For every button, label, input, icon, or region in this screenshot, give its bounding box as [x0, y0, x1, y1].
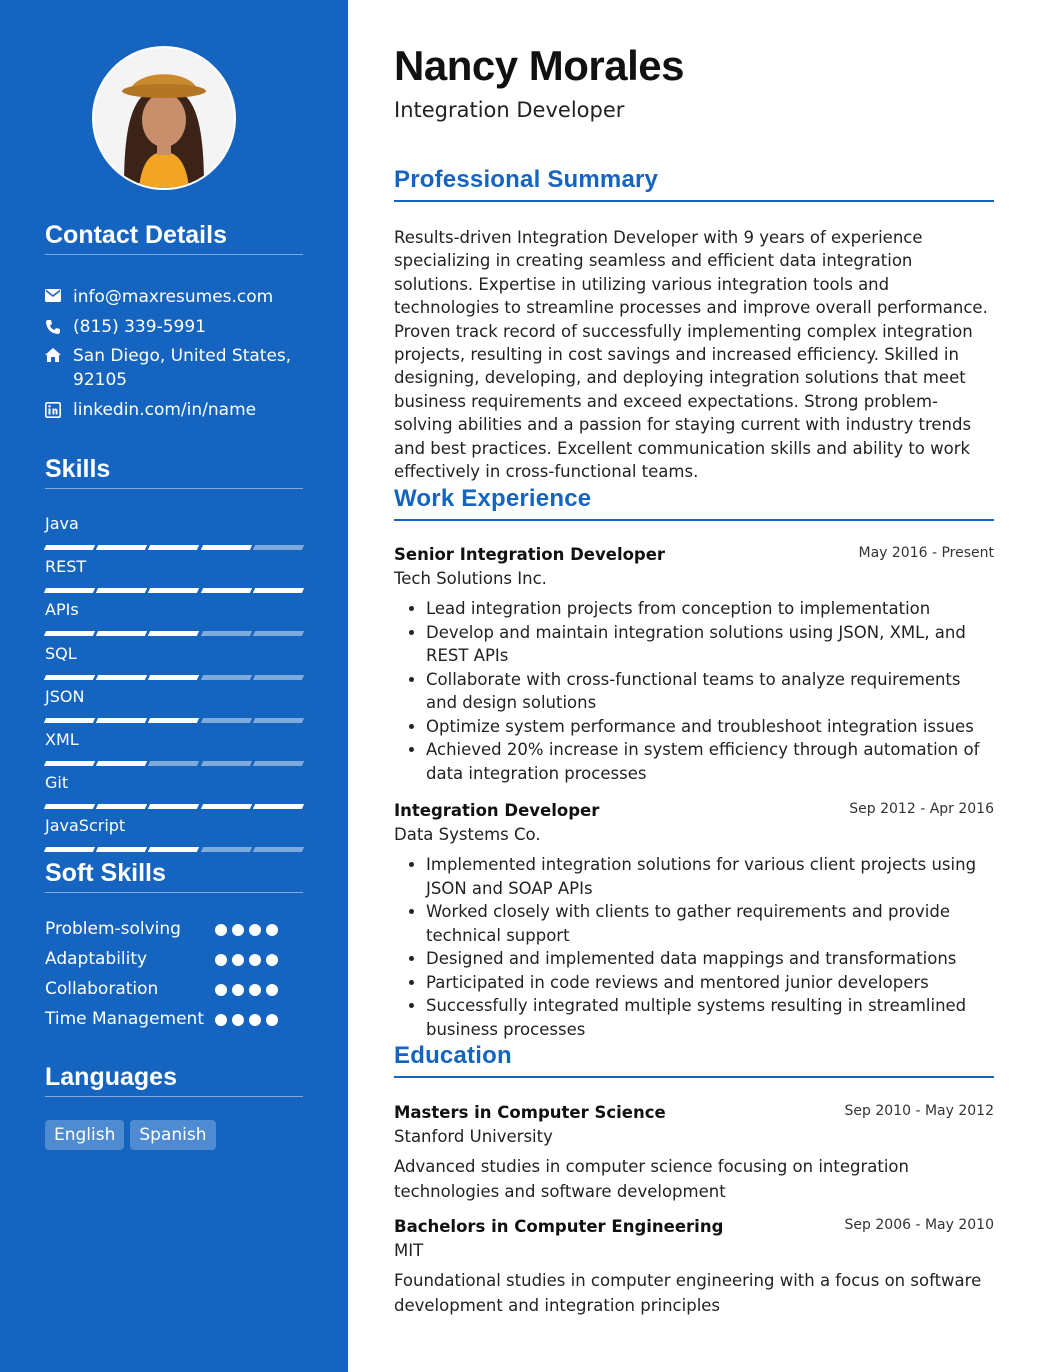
skill-name: Java	[45, 514, 79, 533]
job-bullet: • Implemented integration solutions for various client projects using JSON and SOAP APIs	[426, 853, 994, 900]
skills-heading: Skills	[45, 454, 303, 489]
skill-level-segment	[200, 761, 252, 766]
job-entry	[394, 543, 994, 785]
job-bullet: • Optimize system performance and troubleshoot integration issues	[426, 715, 994, 739]
job-bullet: • Develop and maintain integration solutions using JSON, XML, and REST APIs	[426, 621, 994, 668]
skill-name: JavaScript	[45, 816, 126, 836]
skill-item	[45, 600, 303, 620]
contact-location-text: San Diego, United States, 92105	[73, 346, 292, 390]
soft-skill-rating	[215, 984, 278, 996]
job-date: May 2016 - Present	[858, 545, 994, 561]
skill-level-segment	[44, 761, 96, 766]
job-bullet: • Participated in code reviews and mentored junior developers	[426, 971, 994, 995]
education-entry	[394, 1215, 994, 1318]
sidebar	[0, 0, 348, 1372]
job-bullet: • Lead integration projects from conception to implementation	[426, 597, 994, 621]
soft-skill-rating	[215, 954, 278, 966]
skill-name: SQL	[45, 643, 77, 663]
skill-level-segment	[253, 718, 305, 723]
skill-level-bar	[45, 761, 303, 766]
soft-skill-rating	[215, 1014, 278, 1026]
language-tag: Spanish	[130, 1120, 215, 1150]
skill-level-segment	[148, 761, 200, 766]
job-bullets	[394, 597, 994, 785]
skill-level-bar	[45, 631, 303, 636]
skill-level-segment	[96, 847, 148, 852]
rating-dot	[215, 954, 227, 966]
job-bullet: • Successfully integrated multiple systems resulting in streamlined business processes	[426, 994, 994, 1041]
education-desc: Foundational studies in computer engineering with a focus on software development and integration principles	[394, 1271, 982, 1315]
skill-level-segment	[44, 675, 96, 680]
home-icon	[45, 344, 73, 392]
education-degree: Bachelors in Computer Engineering	[394, 1217, 724, 1236]
skill-item	[45, 816, 303, 836]
skill-level-segment	[253, 804, 305, 809]
soft-skill-name: Collaboration	[45, 979, 159, 999]
candidate-title: Integration Developer	[394, 98, 625, 122]
summary-heading: Professional Summary	[394, 166, 994, 202]
skill-level-segment	[148, 847, 200, 852]
job-date: Sep 2012 - Apr 2016	[849, 801, 994, 817]
contact-linkedin[interactable]	[45, 398, 303, 422]
skill-level-segment	[96, 718, 148, 723]
experience-heading: Work Experience	[394, 485, 994, 521]
job-bullet: • Designed and implemented data mappings and transformations	[426, 947, 994, 971]
skill-item	[45, 687, 303, 707]
skill-level-segment	[200, 588, 252, 593]
skill-item	[45, 730, 303, 750]
skill-level-segment	[253, 631, 305, 636]
skill-level-segment	[44, 804, 96, 809]
skill-name: Git	[45, 773, 69, 793]
contact-email-text: info@maxresumes.com	[73, 287, 274, 307]
skill-item	[45, 557, 303, 577]
job-org: Data Systems Co.	[394, 825, 541, 844]
education-school: Stanford University	[394, 1127, 553, 1146]
skill-name: XML	[45, 730, 79, 749]
language-tag: English	[45, 1120, 124, 1150]
skill-level-segment	[148, 675, 200, 680]
skill-level-bar	[45, 847, 303, 852]
envelope-icon	[45, 285, 73, 309]
rating-dot	[266, 1014, 278, 1026]
skill-level-bar	[45, 675, 303, 680]
skill-level-segment	[200, 545, 252, 550]
skill-level-segment	[44, 631, 96, 636]
soft-skill-name: Problem-solving	[45, 919, 181, 939]
contact-location	[45, 344, 303, 392]
skill-item	[45, 644, 303, 664]
skill-level-segment	[44, 588, 96, 593]
rating-dot	[249, 954, 261, 966]
languages-heading: Languages	[45, 1062, 303, 1097]
job-org: Tech Solutions Inc.	[394, 569, 547, 588]
skill-level-segment	[200, 847, 252, 852]
skill-level-segment	[253, 847, 305, 852]
rating-dot	[232, 924, 244, 936]
contact-linkedin-text: linkedin.com/in/name	[73, 400, 257, 420]
avatar-portrait-icon	[94, 48, 234, 188]
skill-level-segment	[253, 675, 305, 680]
skill-level-segment	[96, 675, 148, 680]
contact-phone[interactable]	[45, 315, 303, 339]
skill-level-segment	[148, 718, 200, 723]
skill-level-segment	[253, 588, 305, 593]
education-date: Sep 2006 - May 2010	[844, 1217, 994, 1233]
skill-level-segment	[96, 545, 148, 550]
skill-level-segment	[200, 631, 252, 636]
skill-level-segment	[96, 631, 148, 636]
skill-name: APIs	[45, 600, 79, 620]
rating-dot	[232, 1014, 244, 1026]
rating-dot	[232, 984, 244, 996]
soft-skill-rating	[215, 924, 278, 936]
skill-level-segment	[148, 804, 200, 809]
candidate-name: Nancy Morales	[394, 42, 684, 89]
linkedin-icon	[45, 398, 73, 422]
skill-level-bar	[45, 718, 303, 723]
skill-level-bar	[45, 545, 303, 550]
avatar	[92, 46, 236, 190]
skill-level-segment	[96, 588, 148, 593]
skill-name: JSON	[45, 686, 85, 706]
education-date: Sep 2010 - May 2012	[844, 1103, 994, 1119]
skill-level-segment	[44, 718, 96, 723]
skill-item	[45, 514, 303, 534]
job-bullet: • Worked closely with clients to gather requirements and provide technical support	[426, 900, 994, 947]
skill-level-segment	[200, 718, 252, 723]
skill-level-segment	[200, 675, 252, 680]
education-desc: Advanced studies in computer science focusing on integration technologies and software development	[394, 1157, 909, 1201]
skill-level-segment	[44, 545, 96, 550]
education-school: MIT	[394, 1241, 424, 1260]
rating-dot	[215, 924, 227, 936]
skill-item	[45, 773, 303, 793]
rating-dot	[249, 984, 261, 996]
rating-dot	[232, 954, 244, 966]
education-heading: Education	[394, 1042, 994, 1078]
soft-skill-name: Adaptability	[45, 949, 148, 969]
job-bullet: • Achieved 20% increase in system efficiency through automation of data integration processes	[426, 738, 994, 785]
languages-list	[45, 1120, 216, 1150]
job-bullet: • Collaborate with cross-functional teams to analyze requirements and design solutions	[426, 668, 994, 715]
rating-dot	[249, 1014, 261, 1026]
contact-heading: Contact Details	[45, 220, 303, 255]
education-degree: Masters in Computer Science	[394, 1103, 666, 1122]
rating-dot	[266, 984, 278, 996]
skill-level-segment	[148, 545, 200, 550]
skill-level-segment	[44, 847, 96, 852]
phone-icon	[45, 315, 73, 339]
rating-dot	[215, 984, 227, 996]
rating-dot	[266, 954, 278, 966]
skill-level-bar	[45, 588, 303, 593]
contact-email[interactable]	[45, 285, 303, 309]
rating-dot	[249, 924, 261, 936]
skill-level-segment	[148, 588, 200, 593]
skill-level-segment	[253, 545, 305, 550]
rating-dot	[215, 1014, 227, 1026]
skill-level-segment	[96, 761, 148, 766]
contact-phone-text: (815) 339-5991	[73, 317, 206, 337]
summary-text: Results-driven Integration Developer with 9 years of experience specializing in creating seamless and efficient data integration solutions. Expertise in utilizing various integration tools and technologies to streamline processes and improve overall performance. Proven track record of successfully implementing complex integration projects, resulting in cost savings and increased efficiency. Skilled in designing, developing, and deploying integration solutions that meet business requirements and exceed expectations. Strong problem-solving abilities and a passion for staying current with industry trends and best practices. Excellent communication skills and ability to work effectively in cross-functional teams.	[394, 228, 988, 482]
skill-level-segment	[148, 631, 200, 636]
soft-skill-name: Time Management	[45, 1009, 204, 1029]
job-role: Integration Developer	[394, 801, 600, 820]
education-entry	[394, 1101, 994, 1204]
job-entry	[394, 799, 994, 1041]
soft-skills-heading: Soft Skills	[45, 858, 303, 893]
job-bullets	[394, 853, 994, 1041]
skill-name: REST	[45, 557, 87, 577]
rating-dot	[266, 924, 278, 936]
skill-level-bar	[45, 804, 303, 809]
skill-level-segment	[253, 761, 305, 766]
skill-level-segment	[200, 804, 252, 809]
job-role: Senior Integration Developer	[394, 545, 666, 564]
skill-level-segment	[96, 804, 148, 809]
